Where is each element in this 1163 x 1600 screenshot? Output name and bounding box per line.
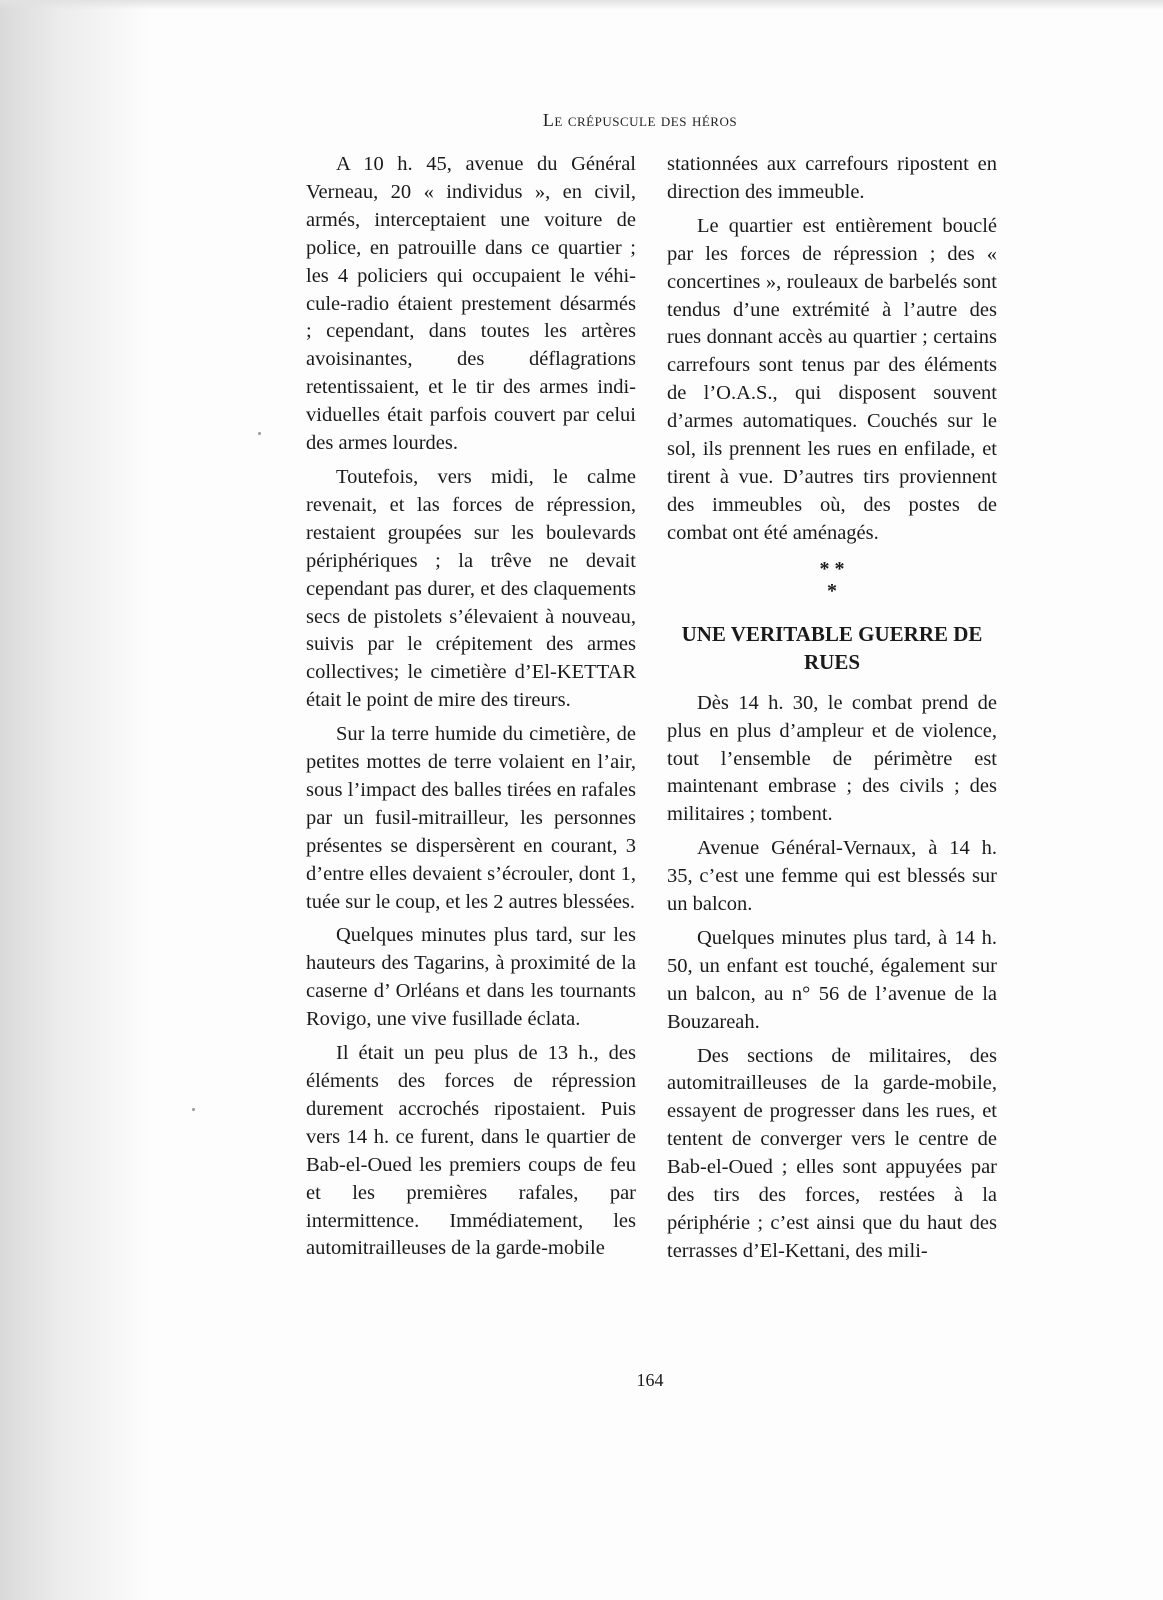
separator-stars-line-1: * * <box>819 557 845 580</box>
scan-speck <box>192 1108 195 1111</box>
paragraph: Avenue Général-Vernaux, à 14 h. 35, c’est une femme qui est blessés sur un balcon. <box>667 837 997 916</box>
page-number: 164 <box>636 1370 664 1390</box>
section-separator <box>667 558 997 602</box>
scan-border <box>0 0 1163 10</box>
paragraph-continued: stationnées aux carrefours ripostent en direction des immeuble. <box>667 153 997 203</box>
left-column <box>306 151 636 1269</box>
paragraph: Des sections de militaires, des automitrailleuses de la garde-mobile, essayent de progresser dans les rues, et tentent de converger vers le centre de Bab-el-Oued ; elles sont appuyées par des tirs des forces, restées à la périphérie ; c’est ainsi que du haut des terrasses d’El-Kettani, des mili- <box>667 1044 997 1262</box>
scan-speck <box>258 432 261 435</box>
paragraph: Toutefois, vers midi, le calme revenait, et las forces de répression, restaient groupées sur les boulevards périphériques ; la trêve ne devait cependant pas durer, et des claquements secs de pistolets s’élevaient à nouveau, suivis par le crépitement des armes collectives; le cimetière d’El-KETTAR était le point de mire des tireurs. <box>306 465 636 712</box>
separator-stars-line-2: * <box>827 579 837 602</box>
scan-shadow <box>0 0 150 1600</box>
paragraph: Dès 14 h. 30, le combat prend de plus en plus d’ampleur et de violence, tout l’ensemble de périmètre est maintenant embrase ; des civils ; des militaires ; tombent. <box>667 691 997 826</box>
paragraph: Le quartier est entièrement bouclé par les forces de répression ; des « concertines », rouleaux de barbelés sont tendus d’une extrémité à l’autre des rues donnant accès au quartier ; certains carrefours sont tenus par des éléments de l’O.A.S., qui disposent souvent d’armes automatiques. Couchés sur le sol, ils prennent les rues en enfilade, et tirent à vue. D’autres tirs proviennent des immeubles où, des postes de combat ont été aménagés. <box>667 214 997 544</box>
paragraph: Quelques minutes plus tard, sur les hauteurs des Tagarins, à proximité de la caserne d’ Orléans et dans les tournants Rovigo, une vive fusillade éclata. <box>306 924 636 1031</box>
right-column <box>667 151 997 1272</box>
paragraph: Quelques minutes plus tard, à 14 h. 50, un enfant est touché, également sur un balcon, au n° 56 de l’avenue de la Bouzareah. <box>667 926 997 1033</box>
paragraph: A 10 h. 45, avenue du Général Verneau, 20 « individus », en civil, armés, interceptaient une voiture de police, en patrouille dans ce quartier ; les 4 policiers qui occupaient le véhicule-radio étaient prestement désarmés ; cependant, dans toutes les artères avoisinantes, des déflagrations retentissaient, et le tir des armes individuelles était parfois couvert par celui des armes lourdes. <box>306 153 636 455</box>
paragraph: Sur la terre humide du cimetière, de petites mottes de terre volaient en l’air, sous l’impact des balles tirées en rafales par un fusil-mitrailleur, les personnes présentes se dispersèrent en courant, 3 d’entre elles devaient s’écrouler, dont 1, tuée sur le coup, et les 2 autres blessées. <box>306 723 636 913</box>
section-heading: UNE VERITABLE GUERRE DE RUES <box>681 621 983 674</box>
paragraph: Il était un peu plus de 13 h., des éléments des forces de répression durement accrochés ripostaient. Puis vers 14 h. ce furent, dans le quartier de Bab-el-Oued les premiers coups de feu et les premières rafales, par intermittence. Immédiatement, les automitrailleuses de la garde-mobile <box>306 1042 636 1260</box>
running-head: Le crépuscule des héros <box>542 110 738 130</box>
